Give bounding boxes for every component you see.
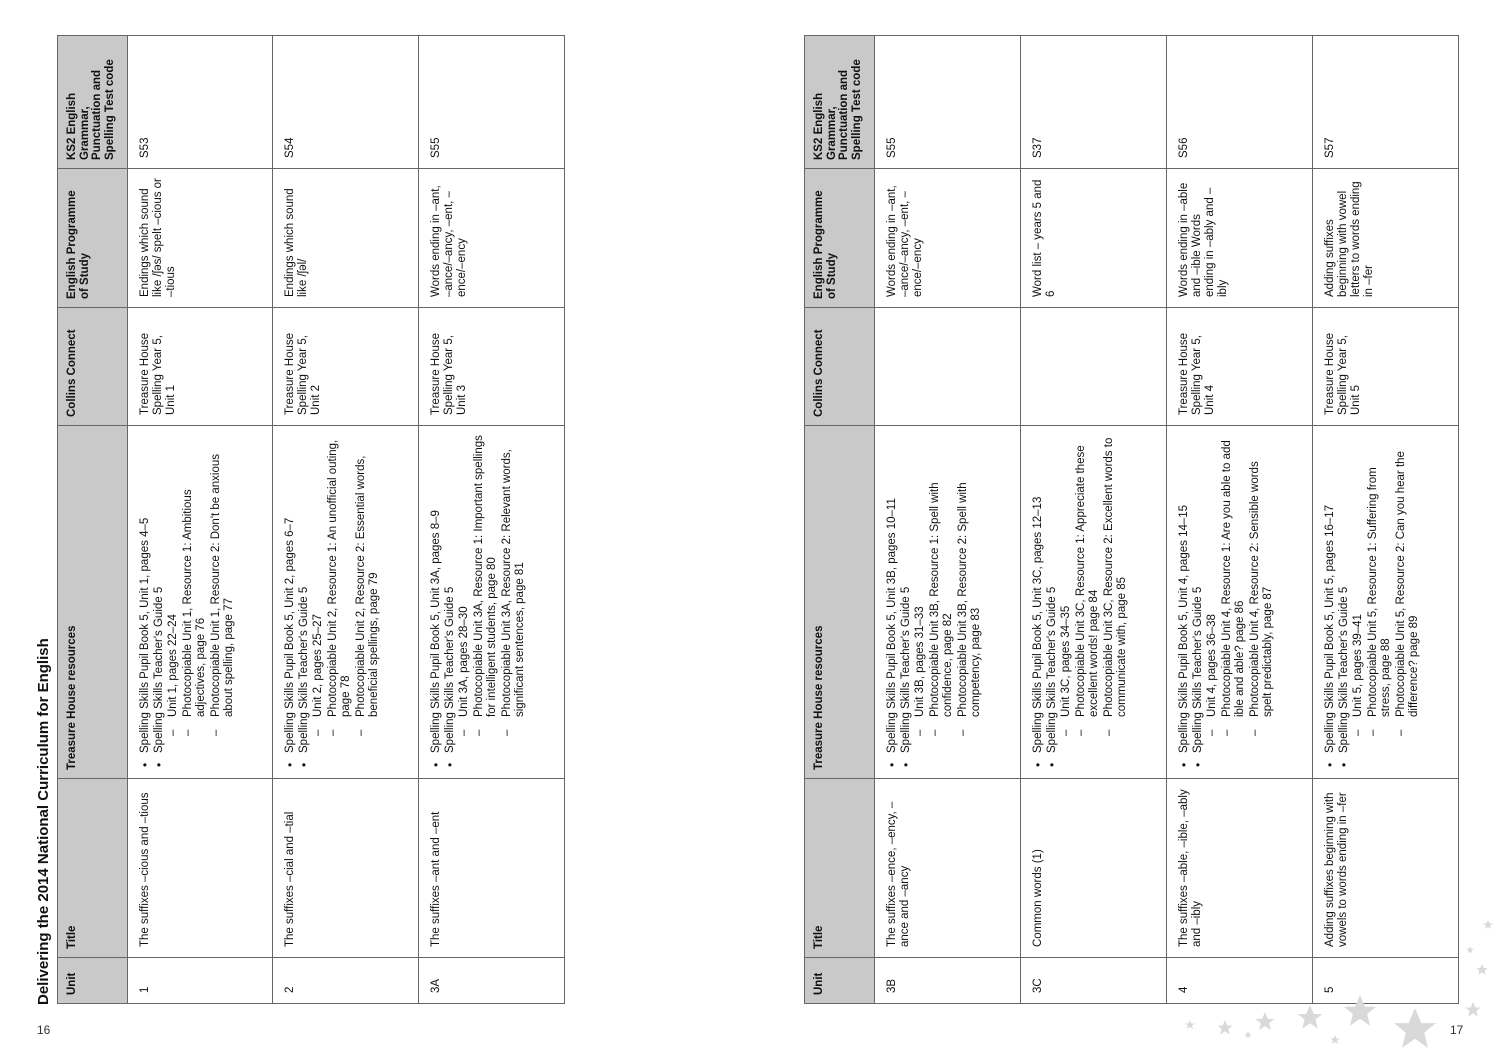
programme-cell: Adding suffixes beginning with vowel letters to words ending in –fer — [1313, 169, 1459, 308]
resources-cell — [419, 426, 565, 779]
test-code-cell: S55 — [419, 36, 565, 169]
test-code-cell: S56 — [1167, 36, 1313, 169]
resource-sub-item: – Photocopiable Unit 3B, Resource 1: Spell with confidence, page 82 — [929, 435, 955, 736]
resource-sub-item: – Unit 3A, pages 28–30 — [458, 435, 471, 736]
right-table-wrapper — [804, 36, 1461, 1004]
resources-cell — [273, 426, 419, 779]
table-row — [128, 36, 273, 1004]
resource-sub-item: – Unit 4, pages 36–38 — [1206, 435, 1219, 736]
left-curriculum-table — [57, 35, 565, 1004]
resource-sub-item: – Unit 5, pages 39–41 — [1352, 435, 1365, 736]
title-cell: The suffixes –cial and –tial — [273, 779, 419, 958]
resources-cell — [875, 426, 1021, 779]
unit-cell: 3B — [875, 958, 1021, 1004]
resources-cell — [128, 426, 273, 779]
right-curriculum-table — [804, 35, 1459, 1004]
resource-bullet: • Spelling Skills Pupil Book 5, Unit 4, pages 14–15 — [1178, 435, 1191, 768]
resource-sub-item: – Photocopiable Unit 1, Resource 1: Ambitious adjectives, page 76 — [182, 435, 208, 736]
col-header-test-code: KS2 English Grammar, Punctuation and Spelling Test code — [58, 36, 128, 169]
programme-cell: Endings which sound like /ʃəl/ — [273, 169, 419, 308]
programme-cell: Words ending in –ant, –ance/–ancy, –ent, –ence/–ency — [419, 169, 565, 308]
connect-cell: Treasure House Spelling Year 5, Unit 2 — [273, 308, 419, 426]
title-cell: The suffixes –cious and –tious — [128, 779, 273, 958]
resource-sub-item: – Photocopiable Unit 2, Resource 2: Essential words, beneficial spellings, page 79 — [355, 435, 381, 736]
resource-bullet: • Spelling Skills Pupil Book 5, Unit 2, pages 6–7 — [284, 435, 297, 768]
test-code-cell: S54 — [273, 36, 419, 169]
resource-sub-item: – Photocopiable Unit 3A, Resource 1: Important spellings for intelligent students, page 80 — [473, 435, 499, 736]
table-row — [1167, 36, 1313, 1004]
resource-bullet — [298, 435, 381, 768]
resource-bullet — [900, 435, 983, 768]
col-header-programme: English Programme of Study — [58, 169, 128, 308]
resource-sub-item: – Photocopiable Unit 4, Resource 2: Sensible words spelt predictably, page 87 — [1249, 435, 1275, 736]
test-code-cell: S55 — [875, 36, 1021, 169]
page-number-left: 16 — [37, 1023, 51, 1037]
title-cell: Adding suffixes beginning with vowels to words ending in –fer — [1313, 779, 1459, 958]
unit-cell: 3A — [419, 958, 565, 1004]
resources-cell — [1021, 426, 1167, 779]
col-header-unit: Unit — [805, 958, 875, 1004]
table-row — [1313, 36, 1459, 1004]
title-cell: The suffixes –ence, –ency, –ance and –ancy — [875, 779, 1021, 958]
programme-cell: Words ending in –ant, –ance/–ancy, –ent, –ence/–ency — [875, 169, 1021, 308]
connect-cell: Treasure House Spelling Year 5, Unit 4 — [1167, 308, 1313, 426]
resource-bullet: • Spelling Skills Pupil Book 5, Unit 5, pages 16–17 — [1324, 435, 1337, 768]
resource-sub-item: – Photocopiable Unit 5, Resource 2: Can you hear the difference? page 89 — [1395, 435, 1421, 736]
resource-bullet-text: Spelling Skills Teacher's Guide 5 — [298, 586, 310, 753]
table-header-row — [805, 36, 875, 1004]
resource-sub-item: – Photocopiable Unit 3A, Resource 2: Relevant words, significant sentences, page 81 — [501, 435, 527, 736]
page-number-right: 17 — [1450, 1023, 1464, 1037]
table-row — [875, 36, 1021, 1004]
resource-bullet: • Spelling Skills Pupil Book 5, Unit 3A, pages 8–9 — [430, 435, 443, 768]
resource-bullet-text: Spelling Skills Teacher's Guide 5 — [1046, 586, 1058, 753]
col-header-test-code: KS2 English Grammar, Punctuation and Spelling Test code — [805, 36, 875, 169]
resource-bullet — [153, 435, 236, 768]
resource-sub-item: – Unit 3C, pages 34–35 — [1060, 435, 1073, 736]
resource-sub-item: – Photocopiable Unit 4, Resource 1: Are you able to add ible and able? page 86 — [1221, 435, 1247, 736]
left-table-wrapper — [57, 36, 569, 1004]
page-heading: Delivering the 2014 National Curriculum for English — [35, 638, 52, 1005]
connect-cell: Treasure House Spelling Year 5, Unit 1 — [128, 308, 273, 426]
col-header-title: Title — [805, 779, 875, 958]
resource-sub-item: – Unit 1, pages 22–24 — [167, 435, 180, 736]
resource-bullet-text: Spelling Skills Teacher's Guide 5 — [153, 586, 165, 753]
resource-bullet-text: Spelling Skills Teacher's Guide 5 — [444, 586, 456, 753]
title-cell: The suffixes –able, –ible, –ably and –ibly — [1167, 779, 1313, 958]
connect-cell — [1021, 308, 1167, 426]
col-header-title: Title — [58, 779, 128, 958]
resource-sub-item: – Photocopiable Unit 2, Resource 1: An unofficial outing, page 78 — [327, 435, 353, 736]
resource-bullet: • Spelling Skills Pupil Book 5, Unit 3B, pages 10–11 — [886, 435, 899, 768]
col-header-programme: English Programme of Study — [805, 169, 875, 308]
title-cell: Common words (1) — [1021, 779, 1167, 958]
resources-cell — [1313, 426, 1459, 779]
resource-bullet: • Spelling Skills Pupil Book 5, Unit 1, pages 4–5 — [139, 435, 152, 768]
resources-cell — [1167, 426, 1313, 779]
col-header-connect: Collins Connect — [805, 308, 875, 426]
test-code-cell: S37 — [1021, 36, 1167, 169]
resource-sub-item: – Photocopiable Unit 5, Resource 1: Suffering from stress, page 88 — [1367, 435, 1393, 736]
unit-cell: 1 — [128, 958, 273, 1004]
resource-bullet: • Spelling Skills Pupil Book 5, Unit 3C, pages 12–13 — [1032, 435, 1045, 768]
connect-cell: Treasure House Spelling Year 5, Unit 3 — [419, 308, 565, 426]
resource-sub-item: – Photocopiable Unit 1, Resource 2: Don't be anxious about spelling, page 77 — [210, 435, 236, 736]
col-header-unit: Unit — [58, 958, 128, 1004]
test-code-cell: S57 — [1313, 36, 1459, 169]
resource-sub-item: – Photocopiable Unit 3C, Resource 1: Appreciate these excellent words! page 84 — [1075, 435, 1101, 736]
resource-bullet — [1046, 435, 1129, 768]
programme-cell: Word list – years 5 and 6 — [1021, 169, 1167, 308]
connect-cell — [875, 308, 1021, 426]
table-header-row — [58, 36, 128, 1004]
resource-sub-item: – Photocopiable Unit 3B, Resource 2: Spell with competency, page 83 — [957, 435, 983, 736]
test-code-cell: S53 — [128, 36, 273, 169]
title-cell: The suffixes –ant and –ent — [419, 779, 565, 958]
table-row — [419, 36, 565, 1004]
unit-cell: 4 — [1167, 958, 1313, 1004]
col-header-connect: Collins Connect — [58, 308, 128, 426]
col-header-resources: Treasure House resources — [58, 426, 128, 779]
resource-bullet-text: Spelling Skills Teacher's Guide 5 — [1192, 586, 1204, 753]
resource-sub-item: – Photocopiable Unit 3C, Resource 2: Excellent words to communicate with, page 85 — [1103, 435, 1129, 736]
resource-bullet-text: Spelling Skills Teacher's Guide 5 — [900, 586, 912, 753]
programme-cell: Endings which sound like /ʃəs/ spelt –cious or –tious — [128, 169, 273, 308]
table-row — [273, 36, 419, 1004]
unit-cell: 5 — [1313, 958, 1459, 1004]
unit-cell: 3C — [1021, 958, 1167, 1004]
resource-bullet — [1338, 435, 1421, 768]
resource-sub-item: – Unit 2, pages 25–27 — [312, 435, 325, 736]
unit-cell: 2 — [273, 958, 419, 1004]
resource-bullet — [1192, 435, 1275, 768]
programme-cell: Words ending in –able and –ible Words ending in –ably and –ibly — [1167, 169, 1313, 308]
table-row — [1021, 36, 1167, 1004]
resource-sub-item: – Unit 3B, pages 31–33 — [914, 435, 927, 736]
col-header-resources: Treasure House resources — [805, 426, 875, 779]
resource-bullet — [444, 435, 527, 768]
connect-cell: Treasure House Spelling Year 5, Unit 5 — [1313, 308, 1459, 426]
decorative-stars-icon — [1170, 900, 1500, 1061]
resource-bullet-text: Spelling Skills Teacher's Guide 5 — [1338, 586, 1350, 753]
